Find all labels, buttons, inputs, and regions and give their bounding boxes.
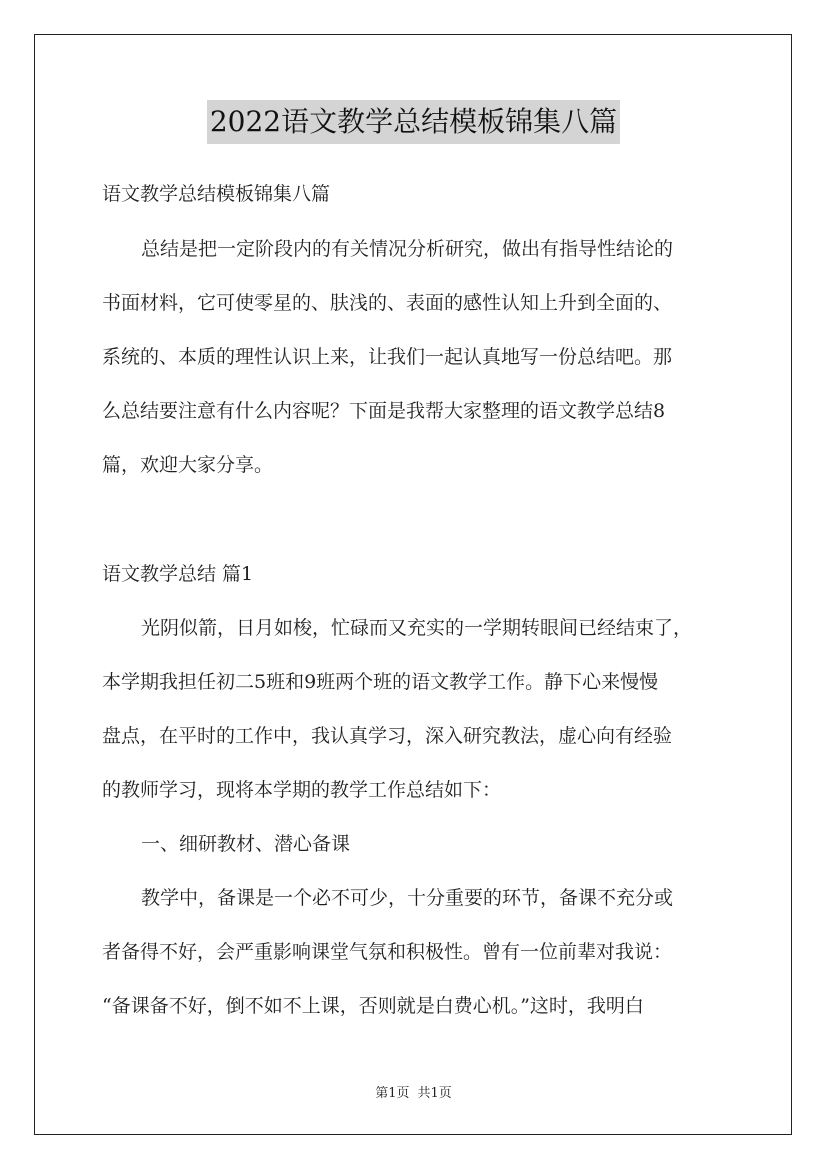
page-total: 共1页 <box>417 1086 452 1101</box>
paragraph-line: 光阴似箭，日月如梭，忙碌而又充实的一学期转眼间已经结束了， <box>141 617 693 639</box>
paragraph-line: 盘点，在平时的工作中，我认真学习，深入研究教法，虚心向有经验 <box>102 725 673 747</box>
document-subtitle: 语文教学总结模板锦集八篇 <box>102 183 331 205</box>
intro-line: 总结是把一定阶段内的有关情况分析研究，做出有指导性结论的 <box>141 238 674 260</box>
paragraph-line: 本学期我担任初二5班和9班两个班的语文教学工作。静下心来慢慢 <box>102 671 659 693</box>
paragraph-line: 的教师学习，现将本学期的教学工作总结如下： <box>102 779 502 801</box>
intro-line: 系统的、本质的理性认识上来，让我们一起认真地写一份总结吧。那 <box>102 346 673 368</box>
document-title: 2022语文教学总结模板锦集八篇 <box>207 100 620 144</box>
intro-line: 么总结要注意有什么内容呢？下面是我帮大家整理的语文教学总结8 <box>102 400 666 422</box>
paragraph-line: “备课备不好，倒不如不上课，否则就是白费心机。”这时，我明白 <box>102 995 644 1017</box>
intro-line: 书面材料，它可使零星的、肤浅的、表面的感性认知上升到全面的、 <box>102 292 673 314</box>
intro-line: 篇，欢迎大家分享。 <box>102 454 274 476</box>
subheading: 一、细研教材、潜心备课 <box>141 833 351 855</box>
section-heading: 语文教学总结 篇1 <box>102 563 254 585</box>
paragraph-line: 者备得不好，会严重影响课堂气氛和积极性。曾有一位前辈对我说： <box>102 941 673 963</box>
paragraph-line: 教学中，备课是一个必不可少，十分重要的环节，备课不充分或 <box>141 887 674 909</box>
page-footer <box>0 1082 827 1101</box>
title-container <box>0 100 827 144</box>
page-number: 第1页 <box>375 1086 410 1101</box>
